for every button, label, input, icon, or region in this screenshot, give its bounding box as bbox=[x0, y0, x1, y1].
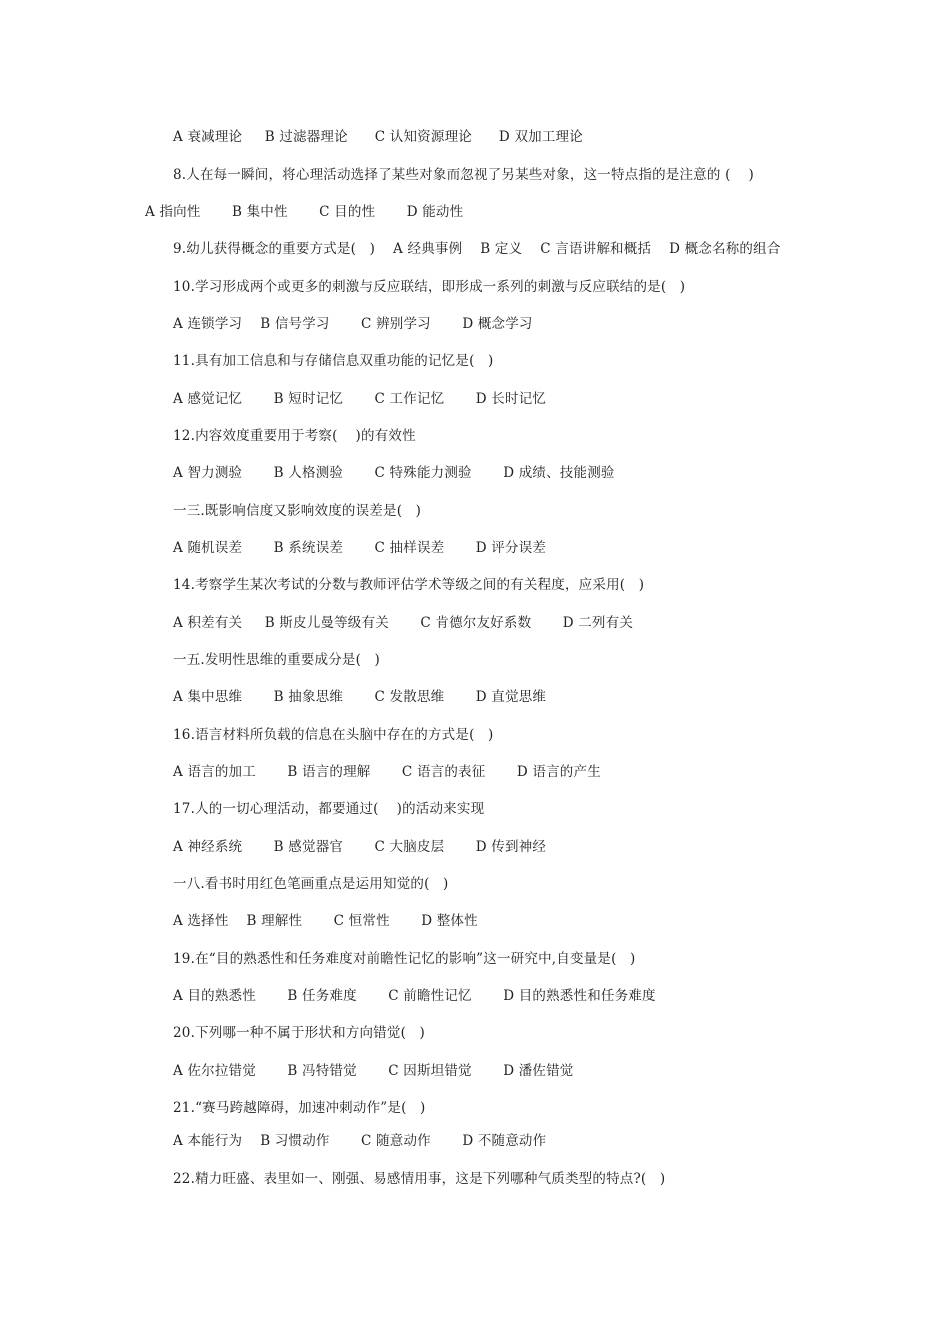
options-line: A 指向性 B 集中性 C 目的性 D 能动性 bbox=[145, 204, 464, 220]
question-13: 一三.既影响信度又影响效度的误差是( ) bbox=[173, 503, 422, 519]
question-17: 17.人的一切心理活动，都要通过( )的活动来实现 bbox=[173, 801, 485, 817]
options-line: A 感觉记忆 B 短时记忆 C 工作记忆 D 长时记忆 bbox=[173, 391, 547, 407]
options-line: A 衰减理论 B 过滤器理论 C 认知资源理论 D 双加工理论 bbox=[173, 129, 583, 145]
question-14: 14.考察学生某次考试的分数与教师评估学术等级之间的有关程度，应采用( ) bbox=[173, 577, 645, 593]
question-10: 10.学习形成两个或更多的刺激与反应联结，即形成一系列的刺激与反应联结的是( ) bbox=[173, 279, 686, 295]
options-line: A 目的熟悉性 B 任务难度 C 前瞻性记忆 D 目的熟悉性和任务难度 bbox=[173, 988, 656, 1004]
question-8: 8.人在每一瞬间，将心理活动选择了某些对象而忽视了另某些对象，这一特点指的是注意的 ( ) bbox=[173, 167, 754, 183]
options-line: A 集中思维 B 抽象思维 C 发散思维 D 直觉思维 bbox=[173, 689, 547, 705]
options-line: A 连锁学习 B 信号学习 C 辨别学习 D 概念学习 bbox=[173, 316, 533, 332]
question-20: 20.下列哪一种不属于形状和方向错觉( ) bbox=[173, 1025, 425, 1041]
question-16: 16.语言材料所负载的信息在头脑中存在的方式是( ) bbox=[173, 727, 494, 743]
options-line: A 随机误差 B 系统误差 C 抽样误差 D 评分误差 bbox=[173, 540, 547, 556]
question-11: 11.具有加工信息和与存储信息双重功能的记忆是( ) bbox=[173, 353, 494, 369]
options-line: A 神经系统 B 感觉器官 C 大脑皮层 D 传到神经 bbox=[173, 839, 547, 855]
options-line: A 智力测验 B 人格测验 C 特殊能力测验 D 成绩、技能测验 bbox=[173, 465, 615, 481]
question-15: 一五.发明性思维的重要成分是( ) bbox=[173, 652, 380, 668]
question-12: 12.内容效度重要用于考察( )的有效性 bbox=[173, 428, 416, 444]
question-22: 22.精力旺盛、表里如一、刚强、易感情用事，这是下列哪种气质类型的特点?( ) bbox=[173, 1171, 666, 1187]
options-line: A 语言的加工 B 语言的理解 C 语言的表征 D 语言的产生 bbox=[173, 764, 601, 780]
options-line: A 选择性 B 理解性 C 恒常性 D 整体性 bbox=[173, 913, 478, 929]
question-19: 19.在“目的熟悉性和任务难度对前瞻性记忆的影响”这一研究中,自变量是( ) bbox=[173, 951, 636, 967]
options-line: A 积差有关 B 斯皮儿曼等级有关 C 肯德尔友好系数 D 二列有关 bbox=[173, 615, 634, 631]
options-line: A 本能行为 B 习惯动作 C 随意动作 D 不随意动作 bbox=[173, 1133, 547, 1149]
options-line: A 佐尔拉错觉 B 冯特错觉 C 因斯坦错觉 D 潘佐错觉 bbox=[173, 1063, 574, 1079]
question-18: 一八.看书时用红色笔画重点是运用知觉的( ) bbox=[173, 876, 449, 892]
question-21: 21.“赛马跨越障碍，加速冲刺动作”是( ) bbox=[173, 1100, 426, 1116]
question-9: 9.幼儿获得概念的重要方式是( ) A 经典事例 B 定义 C 言语讲解和概括 D 概念名称的组合 bbox=[173, 241, 781, 257]
